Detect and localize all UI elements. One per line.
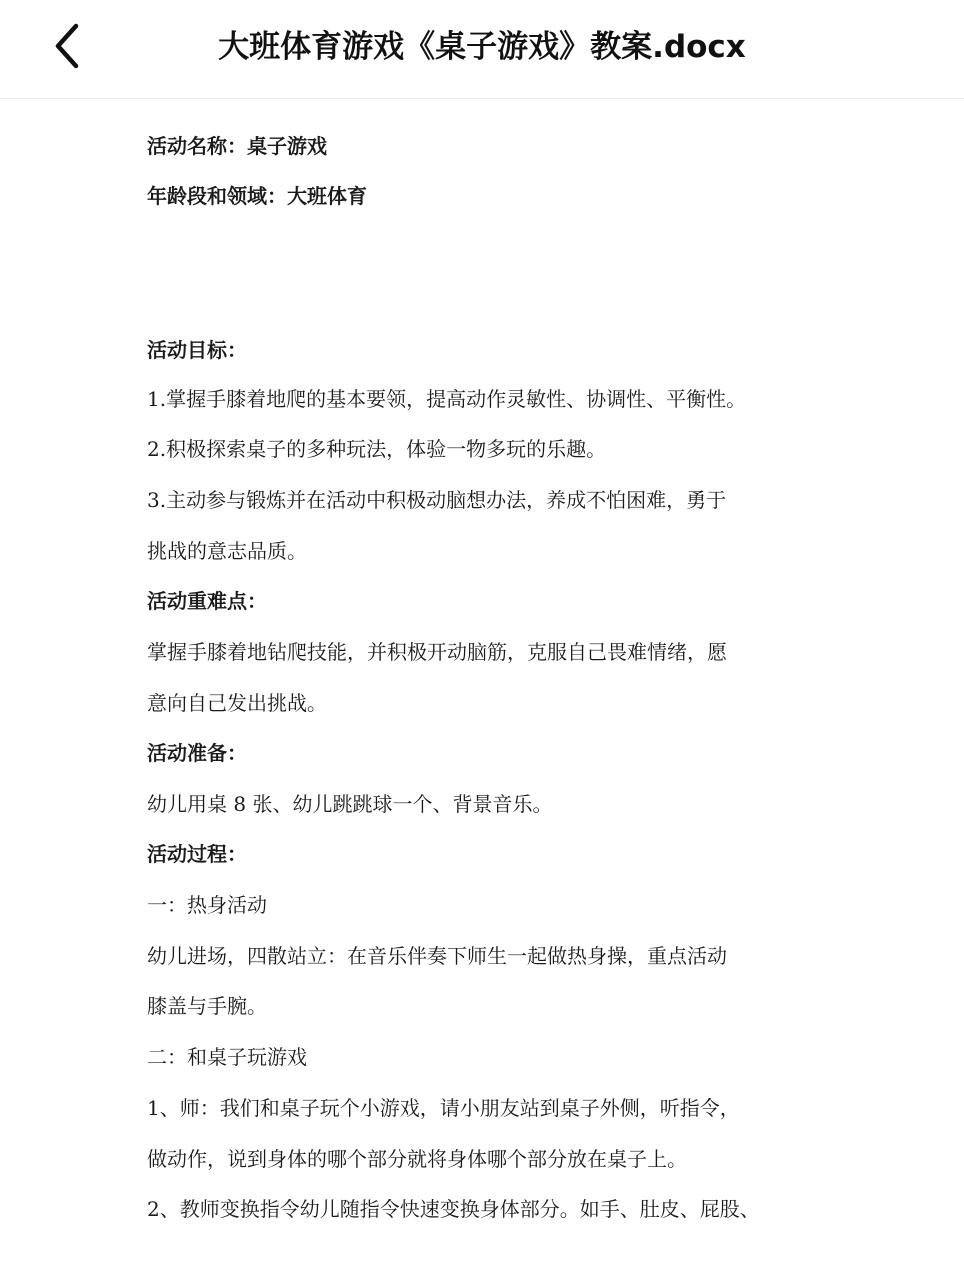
key-points-heading: 活动重难点： <box>147 589 267 613</box>
activity-name-value: 桌子游戏 <box>247 134 327 158</box>
step2-item1-line1: 1、师：我们和桌子玩个小游戏，请小朋友站到桌子外侧，听指令， <box>147 1096 740 1120</box>
age-domain-value: 大班体育 <box>287 184 367 208</box>
goal-3-line1: 3.主动参与锻炼并在活动中积极动脑想办法，养成不怕困难，勇于 <box>147 488 727 512</box>
step2-item2-line1: 2、教师变换指令幼儿随指令快速变换身体部分。如手、肚皮、屁股、 <box>147 1197 760 1221</box>
document-title: 大班体育游戏《桌子游戏》教案.docx <box>218 29 746 65</box>
process-heading: 活动过程： <box>147 842 247 866</box>
age-domain-row <box>147 182 367 210</box>
step1-line1: 幼儿进场，四散站立：在音乐伴奏下师生一起做热身操，重点活动 <box>147 944 727 968</box>
step1-line2: 膝盖与手腕。 <box>147 994 267 1018</box>
back-button[interactable] <box>44 22 94 72</box>
goal-3-line2: 挑战的意志品质。 <box>147 539 307 563</box>
step1-title: 一：热身活动 <box>147 893 267 917</box>
step2-title: 二：和桌子玩游戏 <box>147 1045 307 1069</box>
goal-1: 1.掌握手膝着地爬的基本要领，提高动作灵敏性、协调性、平衡性。 <box>147 387 747 411</box>
key-points-line1: 掌握手膝着地钻爬技能，并积极开动脑筋，克服自己畏难情绪，愿 <box>147 640 727 664</box>
age-domain-label: 年龄段和领域： <box>147 184 287 208</box>
step2-item1-line2: 做动作，说到身体的哪个部分就将身体哪个部分放在桌子上。 <box>147 1147 687 1171</box>
activity-name-row <box>147 132 327 160</box>
app-header <box>0 0 964 99</box>
prep-heading: 活动准备： <box>147 741 247 765</box>
prep-text: 幼儿用桌 8 张、幼儿跳跳球一个、背景音乐。 <box>147 792 553 816</box>
activity-name-label: 活动名称： <box>147 134 247 158</box>
goals-heading: 活动目标： <box>147 338 247 362</box>
key-points-line2: 意向自己发出挑战。 <box>147 691 327 715</box>
goal-2: 2.积极探索桌子的多种玩法，体验一物多玩的乐趣。 <box>147 437 607 461</box>
chevron-left-icon <box>44 22 94 72</box>
